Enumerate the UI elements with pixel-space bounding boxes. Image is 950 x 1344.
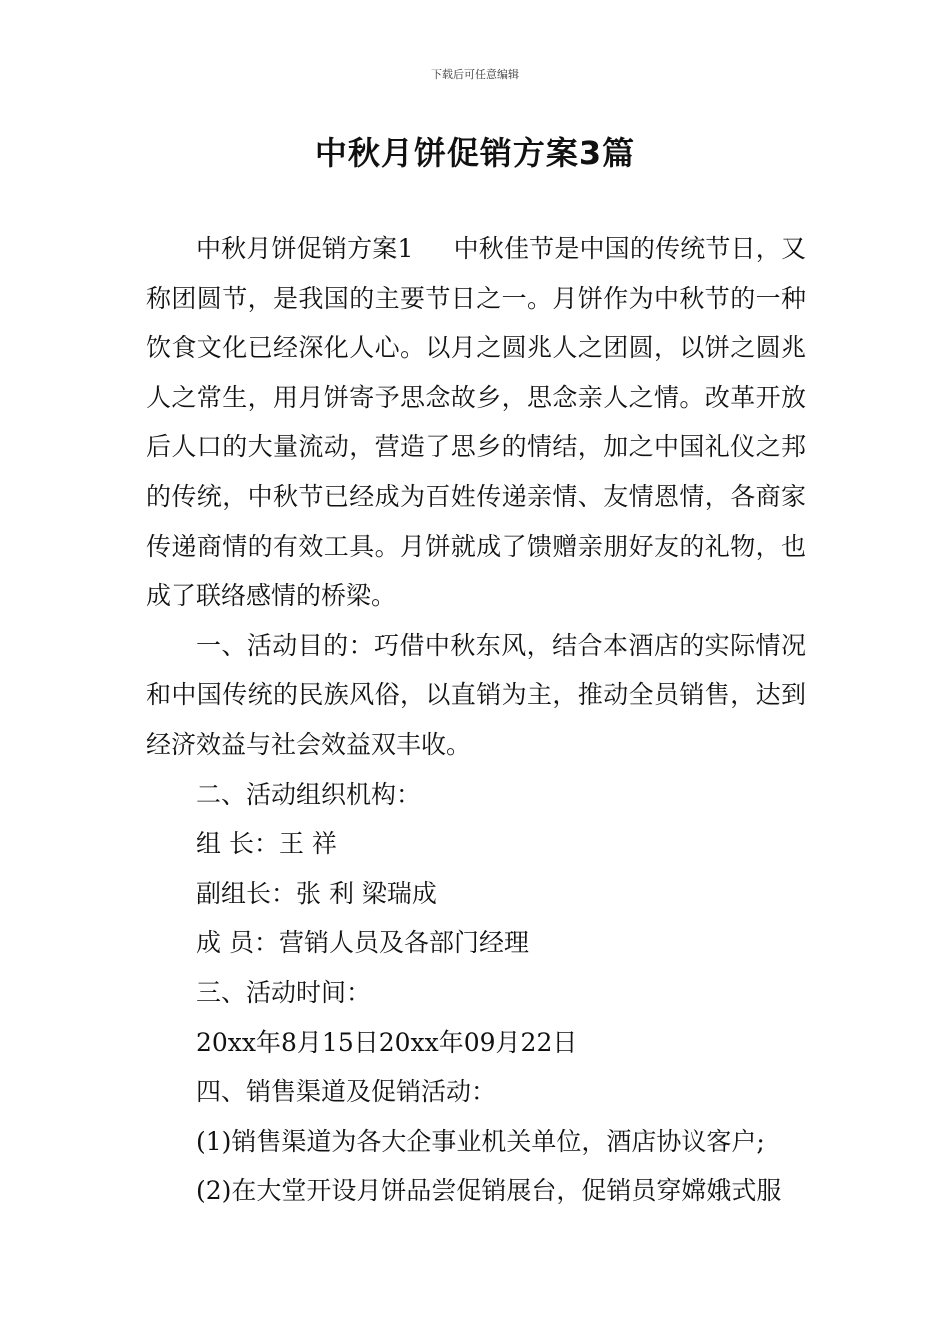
section4-item1: (1)销售渠道为各大企事业机关单位，酒店协议客户; bbox=[196, 1126, 765, 1156]
document-body bbox=[146, 224, 806, 1216]
section2-deputy: 副组长：张 利 梁瑞成 bbox=[196, 878, 437, 908]
section3-dates: 20xx年8月15日20xx年09月22日 bbox=[196, 1027, 578, 1057]
document-title: 中秋月饼促销方案3篇 bbox=[314, 134, 636, 172]
intro-subtitle: 中秋月饼促销方案1 bbox=[196, 234, 414, 263]
intro-text: 中秋佳节是中国的传统节日，又称团圆节，是我国的主要节日之一。月饼作为中秋节的一种饮食文化已经深化人心。以月之圆兆人之团圆，以饼之圆兆人之常生，用月饼寄予思念故乡，思念亲人之情。改革开放后人口的大量流动，营造了思乡的情结，加之中国礼仪之邦的传统，中秋节已经成为百姓传递亲情、友情恩情，各商家传递商情的有效工具。月饼就成了馈赠亲朋好友的礼物，也成了联络感情的桥梁。 bbox=[146, 234, 806, 611]
section1-paragraph: 一、活动目的：巧借中秋东风，结合本酒店的实际情况和中国传统的民族风俗，以直销为主，推动全员销售，达到经济效益与社会效益双丰收。 bbox=[146, 630, 806, 759]
section2-members: 成 员：营销人员及各部门经理 bbox=[196, 928, 529, 958]
section3-heading: 三、活动时间： bbox=[196, 977, 372, 1007]
section4-item2: (2)在大堂开设月饼品尝促销展台，促销员穿嫦娥式服 bbox=[196, 1176, 782, 1206]
intro-paragraph bbox=[146, 224, 806, 621]
section2-leader: 组 长：王 祥 bbox=[196, 829, 337, 859]
header-note: 下载后可任意编辑 bbox=[431, 68, 519, 81]
section2-heading: 二、活动组织机构： bbox=[196, 779, 422, 809]
section4-heading: 四、销售渠道及促销活动： bbox=[196, 1077, 497, 1107]
